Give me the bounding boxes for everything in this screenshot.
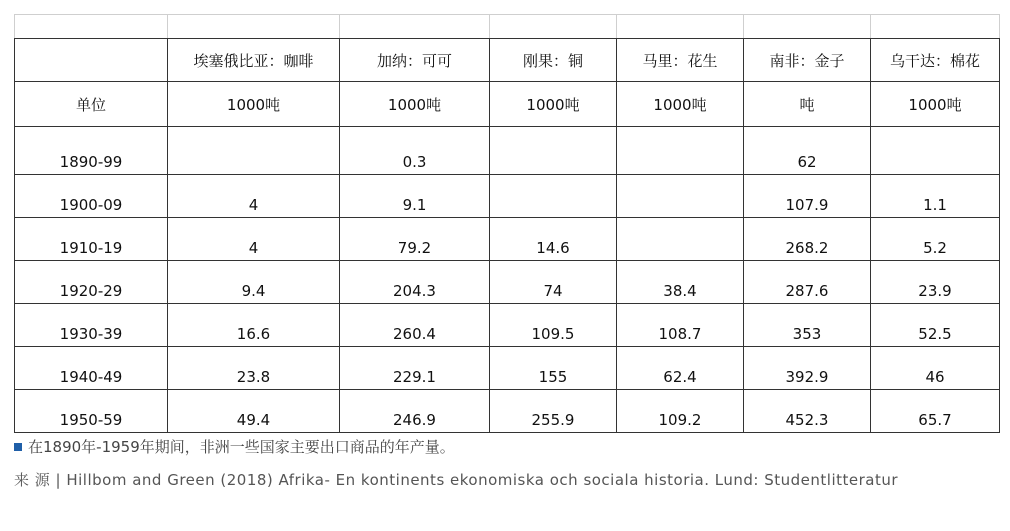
- unit-cell: 吨: [744, 82, 871, 127]
- table-cell: [340, 15, 490, 39]
- value-cell: [490, 175, 617, 218]
- value-cell: 204.3: [340, 261, 490, 304]
- value-cell: 79.2: [340, 218, 490, 261]
- table-row: [15, 127, 1000, 175]
- value-cell: 268.2: [744, 218, 871, 261]
- value-cell: 108.7: [617, 304, 744, 347]
- period-cell: 1940-49: [15, 347, 168, 390]
- value-cell: 9.1: [340, 175, 490, 218]
- period-cell: 1920-29: [15, 261, 168, 304]
- header-cell-southafrica-gold: 南非：金子: [744, 39, 871, 82]
- header-cell-congo-copper: 刚果：铜: [490, 39, 617, 82]
- table-row: [15, 175, 1000, 218]
- value-cell: 0.3: [340, 127, 490, 175]
- value-cell: [490, 127, 617, 175]
- source-citation: 来 源 | Hillbom and Green (2018) Afrika- En kontinents ekonomiska och sociala historia. Lund: Studentlitteratur: [14, 471, 899, 489]
- value-cell: [617, 218, 744, 261]
- value-cell: [871, 127, 1000, 175]
- header-cell-ghana-cocoa: 加纳：可可: [340, 39, 490, 82]
- value-cell: 255.9: [490, 390, 617, 433]
- value-cell: 49.4: [168, 390, 340, 433]
- period-cell: 1900-09: [15, 175, 168, 218]
- unit-cell: 1000吨: [168, 82, 340, 127]
- table-cell: [617, 15, 744, 39]
- unit-cell: 1000吨: [617, 82, 744, 127]
- value-cell: 260.4: [340, 304, 490, 347]
- unit-cell: 单位: [15, 82, 168, 127]
- value-cell: 4: [168, 175, 340, 218]
- export-table-container: [14, 14, 999, 433]
- table-cell: [490, 15, 617, 39]
- table-blank-row: [15, 15, 1000, 39]
- value-cell: 392.9: [744, 347, 871, 390]
- value-cell: 62: [744, 127, 871, 175]
- value-cell: 38.4: [617, 261, 744, 304]
- value-cell: 5.2: [871, 218, 1000, 261]
- value-cell: 155: [490, 347, 617, 390]
- value-cell: 52.5: [871, 304, 1000, 347]
- value-cell: 16.6: [168, 304, 340, 347]
- square-bullet-icon: [14, 443, 22, 451]
- table-cell: [744, 15, 871, 39]
- table-cell: [15, 15, 168, 39]
- value-cell: 65.7: [871, 390, 1000, 433]
- export-table: [14, 14, 1000, 433]
- value-cell: 1.1: [871, 175, 1000, 218]
- value-cell: 107.9: [744, 175, 871, 218]
- table-row: [15, 304, 1000, 347]
- header-cell: [15, 39, 168, 82]
- value-cell: [617, 175, 744, 218]
- value-cell: 23.9: [871, 261, 1000, 304]
- table-unit-row: [15, 82, 1000, 127]
- period-cell: 1930-39: [15, 304, 168, 347]
- table-header-row: [15, 39, 1000, 82]
- table-row: [15, 218, 1000, 261]
- value-cell: 74: [490, 261, 617, 304]
- unit-cell: 1000吨: [871, 82, 1000, 127]
- value-cell: [617, 127, 744, 175]
- value-cell: 46: [871, 347, 1000, 390]
- value-cell: 452.3: [744, 390, 871, 433]
- table-row: [15, 261, 1000, 304]
- value-cell: 109.2: [617, 390, 744, 433]
- value-cell: 353: [744, 304, 871, 347]
- header-cell-mali-peanut: 马里：花生: [617, 39, 744, 82]
- unit-cell: 1000吨: [490, 82, 617, 127]
- value-cell: 14.6: [490, 218, 617, 261]
- header-cell-uganda-cotton: 乌干达：棉花: [871, 39, 1000, 82]
- unit-cell: 1000吨: [340, 82, 490, 127]
- period-cell: 1890-99: [15, 127, 168, 175]
- value-cell: 109.5: [490, 304, 617, 347]
- value-cell: 4: [168, 218, 340, 261]
- table-cell: [168, 15, 340, 39]
- table-cell: [871, 15, 1000, 39]
- value-cell: 229.1: [340, 347, 490, 390]
- table-row: [15, 347, 1000, 390]
- table-caption: [14, 436, 455, 457]
- value-cell: 62.4: [617, 347, 744, 390]
- value-cell: 287.6: [744, 261, 871, 304]
- caption-text: 在1890年-1959年期间，非洲一些国家主要出口商品的年产量。: [28, 438, 455, 456]
- table-row: [15, 390, 1000, 433]
- value-cell: [168, 127, 340, 175]
- value-cell: 23.8: [168, 347, 340, 390]
- value-cell: 246.9: [340, 390, 490, 433]
- value-cell: 9.4: [168, 261, 340, 304]
- header-cell-ethiopia-coffee: 埃塞俄比亚：咖啡: [168, 39, 340, 82]
- period-cell: 1950-59: [15, 390, 168, 433]
- period-cell: 1910-19: [15, 218, 168, 261]
